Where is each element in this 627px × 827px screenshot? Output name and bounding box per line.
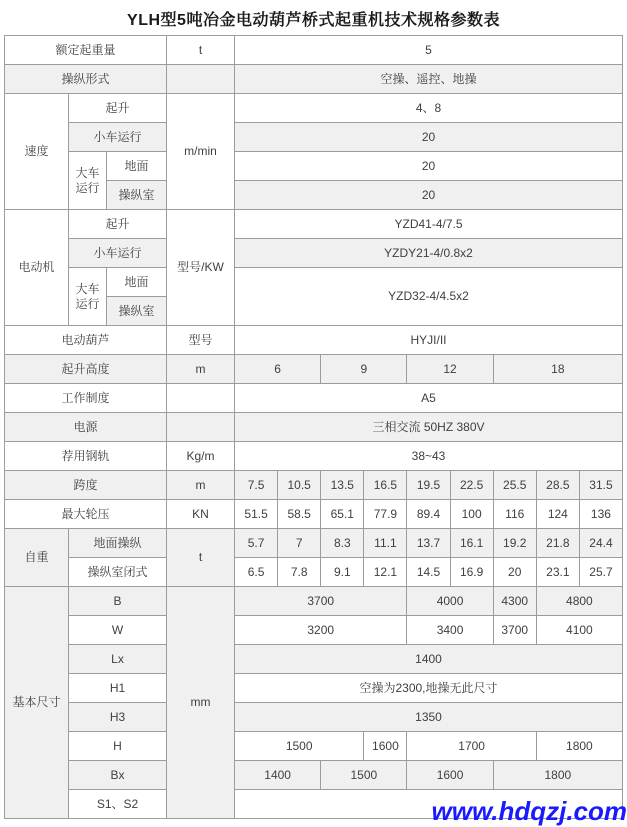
label-cell: 荐用钢轨 xyxy=(5,442,167,471)
value-cell: 1500 xyxy=(321,761,407,790)
row-max-wheel-load xyxy=(5,500,623,529)
value-cell: 1800 xyxy=(536,732,622,761)
value-cell: 9 xyxy=(321,355,407,384)
row-control-mode xyxy=(5,65,623,94)
unit-cell: Kg/m xyxy=(167,442,235,471)
value-cell: 12 xyxy=(407,355,493,384)
unit-cell xyxy=(167,65,235,94)
value-cell: 1800 xyxy=(493,761,622,790)
subgroup-label-cell: 大车运行 xyxy=(69,268,107,326)
value-cell: 116 xyxy=(493,500,536,529)
value-cell: A5 xyxy=(235,384,623,413)
value-cell: 7 xyxy=(278,529,321,558)
value-cell: 7.8 xyxy=(278,558,321,587)
row-power-supply xyxy=(5,413,623,442)
value-cell: 13.7 xyxy=(407,529,450,558)
page-title: YLH型5吨冶金电动葫芦桥式起重机技术规格参数表 xyxy=(127,12,500,29)
value-cell: 3700 xyxy=(493,616,536,645)
label-cell: 电源 xyxy=(5,413,167,442)
label-cell: 地面 xyxy=(107,152,167,181)
label-cell: 小车运行 xyxy=(69,123,167,152)
row-speed-crane-ground xyxy=(5,152,623,181)
row-recommended-rail xyxy=(5,442,623,471)
value-cell: 18 xyxy=(493,355,622,384)
unit-cell: m xyxy=(167,471,235,500)
value-cell: 20 xyxy=(493,558,536,587)
label-cell: 小车运行 xyxy=(69,239,167,268)
row-speed-trolley xyxy=(5,123,623,152)
value-cell: 12.1 xyxy=(364,558,407,587)
value-cell: 1600 xyxy=(407,761,493,790)
value-cell: 4000 xyxy=(407,587,493,616)
value-cell: 空操、遥控、地操 xyxy=(235,65,623,94)
value-cell: 58.5 xyxy=(278,500,321,529)
label-cell: 起升 xyxy=(69,210,167,239)
value-cell: 3200 xyxy=(235,616,407,645)
value-cell: 9.1 xyxy=(321,558,364,587)
value-cell: 1400 xyxy=(235,645,623,674)
value-cell: 1500 xyxy=(235,732,364,761)
value-cell: 3700 xyxy=(235,587,407,616)
row-dim-bx xyxy=(5,761,623,790)
unit-cell: KN xyxy=(167,500,235,529)
label-cell: 操纵室闭式 xyxy=(69,558,167,587)
value-cell: 1400 xyxy=(235,761,321,790)
row-dim-h xyxy=(5,732,623,761)
row-motor-hoist xyxy=(5,210,623,239)
group-label-cell: 基本尺寸 xyxy=(5,587,69,819)
value-cell: YZD32-4/4.5x2 xyxy=(235,268,623,326)
row-span xyxy=(5,471,623,500)
value-cell: 10.5 xyxy=(278,471,321,500)
value-cell: 13.5 xyxy=(321,471,364,500)
value-cell: 24.4 xyxy=(579,529,622,558)
label-cell: 工作制度 xyxy=(5,384,167,413)
row-hoist-model xyxy=(5,326,623,355)
value-cell: 16.1 xyxy=(450,529,493,558)
label-cell: 电动葫芦 xyxy=(5,326,167,355)
value-cell: 23.1 xyxy=(536,558,579,587)
value-cell: 89.4 xyxy=(407,500,450,529)
value-cell: 3400 xyxy=(407,616,493,645)
value-cell: 5.7 xyxy=(235,529,278,558)
label-cell: 操纵室 xyxy=(107,297,167,326)
value-cell: 31.5 xyxy=(579,471,622,500)
value-cell: 6.5 xyxy=(235,558,278,587)
value-cell: 51.5 xyxy=(235,500,278,529)
value-cell: 1350 xyxy=(235,703,623,732)
value-cell: YZDY21-4/0.8x2 xyxy=(235,239,623,268)
value-cell: 19.2 xyxy=(493,529,536,558)
value-cell: 14.5 xyxy=(407,558,450,587)
label-cell: S1、S2 xyxy=(69,790,167,819)
group-label-cell: 速度 xyxy=(5,94,69,210)
label-cell: 最大轮压 xyxy=(5,500,167,529)
row-duty-class xyxy=(5,384,623,413)
value-cell: 4、8 xyxy=(235,94,623,123)
value-cell: 65.1 xyxy=(321,500,364,529)
label-cell: 操纵室 xyxy=(107,181,167,210)
row-lifting-height xyxy=(5,355,623,384)
value-cell: 11.1 xyxy=(364,529,407,558)
label-cell: H xyxy=(69,732,167,761)
value-cell: 25.7 xyxy=(579,558,622,587)
value-cell: 1700 xyxy=(407,732,536,761)
label-cell: Lx xyxy=(69,645,167,674)
label-cell: B xyxy=(69,587,167,616)
subgroup-label-cell: 大车运行 xyxy=(69,152,107,210)
value-cell: 25.5 xyxy=(493,471,536,500)
value-cell: 20 xyxy=(235,152,623,181)
label-cell: 额定起重量 xyxy=(5,36,167,65)
value-cell: 21.8 xyxy=(536,529,579,558)
value-cell: 6 xyxy=(235,355,321,384)
unit-cell: 型号/KW xyxy=(167,210,235,326)
group-label-cell: 自重 xyxy=(5,529,69,587)
row-dim-h1 xyxy=(5,674,623,703)
row-rated-capacity xyxy=(5,36,623,65)
value-cell: 100 xyxy=(450,500,493,529)
value-cell: 1600 xyxy=(364,732,407,761)
label-cell: 跨度 xyxy=(5,471,167,500)
value-cell: YZD41-4/7.5 xyxy=(235,210,623,239)
value-cell: 20 xyxy=(235,123,623,152)
value-cell: 16.9 xyxy=(450,558,493,587)
value-cell: 8.3 xyxy=(321,529,364,558)
unit-cell: t xyxy=(167,36,235,65)
label-cell: 地面操纵 xyxy=(69,529,167,558)
label-cell: 起升高度 xyxy=(5,355,167,384)
value-cell: 20 xyxy=(235,181,623,210)
value-cell: 5 xyxy=(235,36,623,65)
value-cell: 22.5 xyxy=(450,471,493,500)
group-label-cell: 电动机 xyxy=(5,210,69,326)
value-cell: 28.5 xyxy=(536,471,579,500)
label-cell: 起升 xyxy=(69,94,167,123)
row-dim-w xyxy=(5,616,623,645)
value-cell: 4100 xyxy=(536,616,622,645)
value-cell: 三相交流 50HZ 380V xyxy=(235,413,623,442)
label-cell: H3 xyxy=(69,703,167,732)
value-cell: 77.9 xyxy=(364,500,407,529)
row-weight-cab xyxy=(5,558,623,587)
unit-cell: m/min xyxy=(167,94,235,210)
unit-cell xyxy=(167,413,235,442)
value-cell: 空操为2300,地操无此尺寸 xyxy=(235,674,623,703)
row-dim-h3 xyxy=(5,703,623,732)
unit-cell: 型号 xyxy=(167,326,235,355)
row-dim-b xyxy=(5,587,623,616)
value-cell: 4800 xyxy=(536,587,622,616)
row-motor-trolley xyxy=(5,239,623,268)
value-cell: 7.5 xyxy=(235,471,278,500)
row-dim-lx xyxy=(5,645,623,674)
spec-table xyxy=(4,35,623,819)
row-weight-ground xyxy=(5,529,623,558)
value-cell: 136 xyxy=(579,500,622,529)
label-cell: Bx xyxy=(69,761,167,790)
value-cell: 38~43 xyxy=(235,442,623,471)
watermark-url: www.hdqzj.com xyxy=(431,796,627,826)
row-speed-hoist xyxy=(5,94,623,123)
label-cell: 地面 xyxy=(107,268,167,297)
value-cell: HYJI/II xyxy=(235,326,623,355)
value-cell: 19.5 xyxy=(407,471,450,500)
unit-cell: m xyxy=(167,355,235,384)
value-cell: 124 xyxy=(536,500,579,529)
label-cell: H1 xyxy=(69,674,167,703)
label-cell: 操纵形式 xyxy=(5,65,167,94)
row-motor-crane-ground xyxy=(5,268,623,297)
label-cell: W xyxy=(69,616,167,645)
unit-cell: mm xyxy=(167,587,235,819)
unit-cell: t xyxy=(167,529,235,587)
value-cell: 16.5 xyxy=(364,471,407,500)
unit-cell xyxy=(167,384,235,413)
value-cell: 4300 xyxy=(493,587,536,616)
